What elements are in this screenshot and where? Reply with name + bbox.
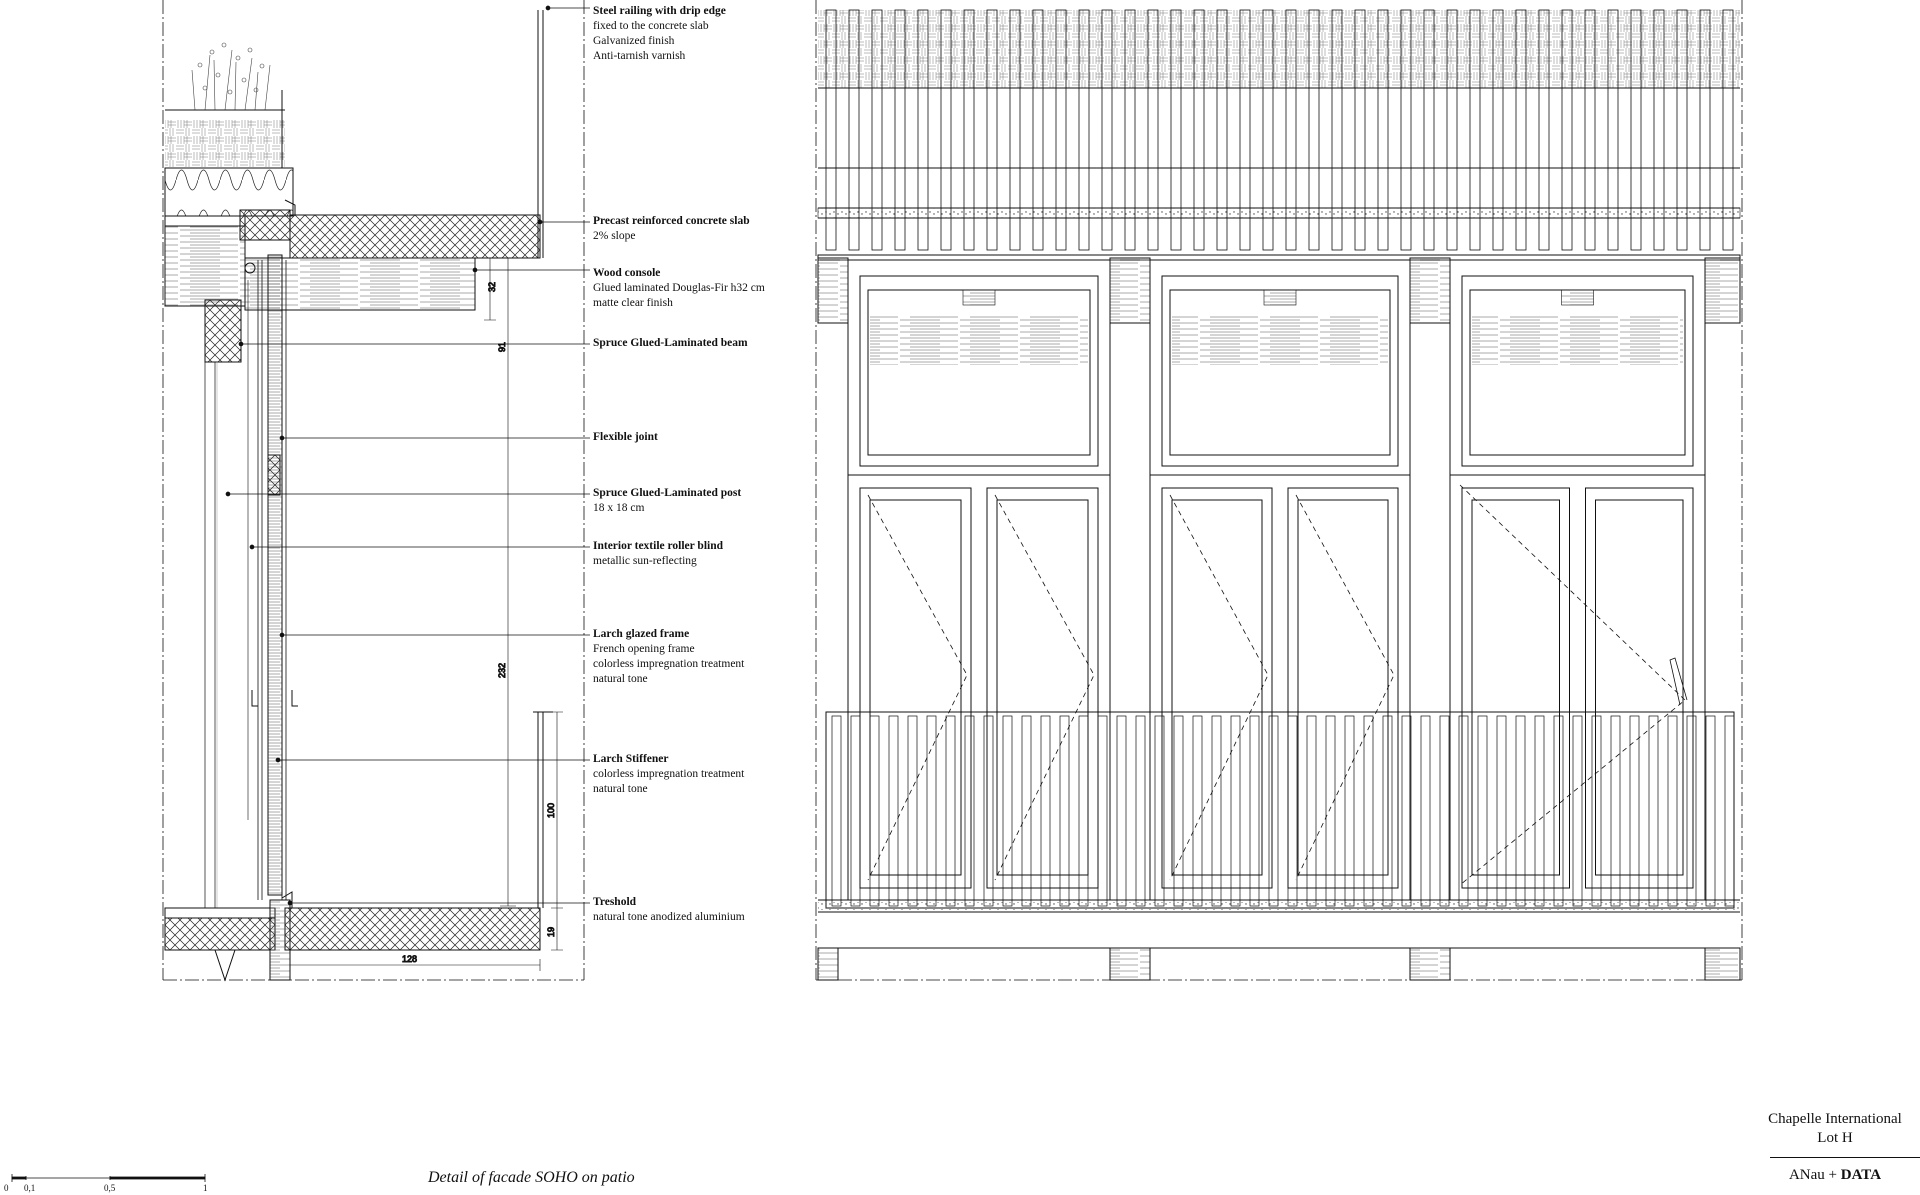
- annotation-6: [593, 539, 723, 569]
- annotation-title: Steel railing with drip edge: [593, 5, 726, 17]
- annotation-1: [593, 214, 750, 244]
- scale-tick-0: 0: [4, 1183, 9, 1193]
- scale-bar: [12, 1174, 205, 1182]
- annotation-line: Glued laminated Douglas-Fir h32 cm: [593, 282, 765, 294]
- project-name: Chapelle International: [1768, 1111, 1902, 1127]
- annotation-7: [593, 627, 744, 687]
- annotation-title: Flexible joint: [593, 431, 658, 443]
- annotation-line: natural tone anodized aluminium: [593, 911, 745, 923]
- annotation-8: [593, 752, 744, 797]
- facade-elevation: [816, 0, 1742, 980]
- annotation-title: Spruce Glued-Laminated beam: [593, 337, 748, 349]
- annotation-title: Larch Stiffener: [593, 753, 669, 765]
- dim-floor-to-console: 91: [497, 341, 507, 352]
- annotation-title: Precast reinforced concrete slab: [593, 215, 750, 227]
- title-block-rule: [1770, 1157, 1920, 1158]
- scale-tick-1: 1: [203, 1183, 208, 1193]
- annotation-4: [593, 430, 658, 445]
- firm-separator: +: [1828, 1167, 1837, 1183]
- facade-bay: [1450, 260, 1705, 900]
- annotation-line: Galvanized finish: [593, 35, 675, 47]
- annotation-3: [593, 336, 748, 351]
- drawing-caption: Detail of facade SOHO on patio: [428, 1169, 635, 1186]
- annotation-line: colorless impregnation treatment: [593, 658, 745, 670]
- annotation-line: matte clear finish: [593, 297, 673, 309]
- facade-bay: [1150, 260, 1410, 900]
- annotation-line: 18 x 18 cm: [593, 502, 645, 514]
- firm-credit: [1750, 1166, 1920, 1184]
- annotation-0: [593, 4, 726, 64]
- annotation-line: French opening frame: [593, 643, 695, 655]
- section-detail: [163, 0, 590, 980]
- annotation-title: Spruce Glued-Laminated post: [593, 487, 742, 499]
- dim-console: 32: [487, 281, 497, 292]
- scale-tick-05: 0,5: [104, 1183, 116, 1193]
- annotation-line: colorless impregnation treatment: [593, 768, 745, 780]
- roof-planting: [192, 43, 270, 110]
- annotation-line: Anti-tarnish varnish: [593, 50, 686, 62]
- annotation-2: [593, 266, 765, 311]
- firm-b: DATA: [1840, 1167, 1882, 1183]
- annotation-title: Interior textile roller blind: [593, 540, 723, 552]
- annotation-9: [593, 895, 745, 925]
- annotation-title: Wood console: [593, 267, 661, 279]
- annotation-line: natural tone: [593, 673, 648, 685]
- dim-glazing: 232: [497, 662, 507, 678]
- dim-overhang: 128: [402, 954, 418, 964]
- facade-bay: [848, 260, 1110, 900]
- annotation-5: [593, 486, 741, 516]
- annotation-line: 2% slope: [593, 230, 636, 242]
- project-lot: Lot H: [1817, 1130, 1853, 1146]
- annotation-title: Larch glazed frame: [593, 628, 690, 640]
- dim-railing: 100: [546, 802, 556, 818]
- annotation-line: natural tone: [593, 783, 648, 795]
- dim-slab: 19: [546, 926, 556, 937]
- scale-tick-01: 0,1: [24, 1183, 36, 1193]
- annotation-title: Treshold: [593, 896, 637, 908]
- annotation-line: metallic sun-reflecting: [593, 555, 697, 567]
- annotation-line: fixed to the concrete slab: [593, 20, 709, 32]
- lower-railing-bars: [832, 716, 1734, 906]
- firm-a: ANau: [1788, 1167, 1825, 1183]
